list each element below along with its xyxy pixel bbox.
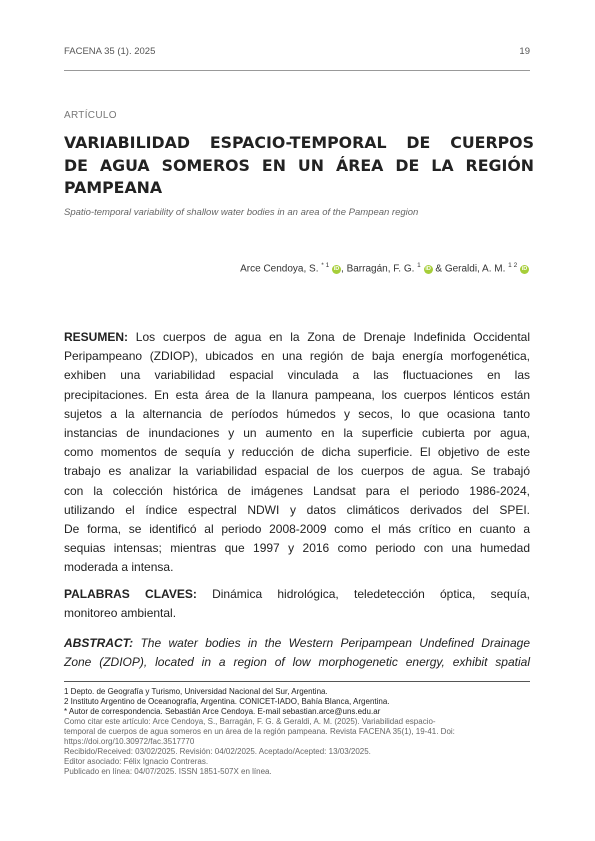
journal-citation: FACENA 35 (1). 2025: [64, 46, 156, 57]
abstract-line: [64, 634, 530, 653]
abstract-text: The water bodies in the Western Peripampean Undefined Drainage: [133, 636, 530, 650]
resumen-line: trabajo es analizar la variabilidad espacial de los cuerpos de agua. Se trabajó: [64, 464, 530, 479]
resumen-text: Los cuerpos de agua en la Zona de Drenaje Indefinida Occidental: [128, 330, 530, 344]
page-number: 19: [519, 46, 530, 57]
orcid-icon[interactable]: iD: [333, 266, 340, 273]
orcid-icon[interactable]: iD: [521, 266, 528, 273]
author-name: Geraldi, A. M.: [444, 263, 506, 275]
citation-line: Como citar este artículo: Arce Cendoya, S., Barragán, F. G. & Geraldi, A. M. (2025). Variabilidad espacio-: [64, 717, 436, 726]
resumen-line: precipitaciones. En esta área de la llanura pampeana, los cuerpos lénticos están: [64, 387, 530, 402]
author-name: Arce Cendoya, S.: [240, 263, 319, 275]
author-affiliation-mark: 1: [417, 262, 421, 269]
resumen-line: De forma, se identificó al periodo 2008-2009 como el más crítico en cuanto a: [64, 522, 530, 537]
english-subtitle: Spatio-temporal variability of shallow water bodies in an area of the Pampean region: [64, 207, 419, 218]
affiliation-footnote: 2 Instituto Argentino de Oceanografía, Argentina. CONICET-IADO, Bahía Blanca, Argentina.: [64, 697, 390, 706]
title-line: PAMPEANA: [64, 178, 163, 197]
doi-link[interactable]: https://doi.org/10.30972/fac.3517770: [64, 737, 195, 746]
keywords-label: PALABRAS CLAVES:: [64, 587, 197, 601]
citation-line: temporal de cuerpos de agua someros en un área de la región pampeana. Revista FACENA 35(1), 19-41. Doi:: [64, 727, 455, 736]
title-line: VARIABILIDAD ESPACIO-TEMPORAL DE CUERPOS: [64, 133, 534, 152]
keywords-text: Dinámica hidrológica, teledetección óptica, sequía,: [196, 587, 530, 601]
affiliation-footnote: 1 Depto. de Geografía y Turismo, Universidad Nacional del Sur, Argentina.: [64, 687, 328, 696]
footnotes: [64, 687, 530, 777]
keywords-line: [64, 585, 530, 604]
abstract-label: ABSTRACT:: [64, 636, 134, 650]
author-separator: &: [435, 263, 443, 275]
resumen-line: [64, 328, 530, 347]
resumen-section: [64, 328, 530, 578]
title-line: DE AGUA SOMEROS EN UN ÁREA DE LA REGIÓN: [64, 155, 534, 175]
dates-line: Recibido/Received: 03/02/2025. Revisión: 04/02/2025. Aceptado/Acepted: 13/03/2025.: [64, 747, 371, 756]
resumen-line: Peripampeano (ZDIOP), ubicados en una región de baja energía morfogenética,: [64, 349, 530, 364]
correspondence-footnote[interactable]: * Autor de correspondencia. Sebastián Arce Cendoya. E-mail sebastian.arce@uns.edu.ar: [64, 707, 381, 716]
article-title: [64, 132, 534, 200]
publication-line: Publicado en línea: 04/07/2025. ISSN 1851-507X en línea.: [64, 767, 272, 776]
header-divider: [64, 70, 530, 71]
resumen-line: sequias intensas; mientras que 1997 y 2016 como periodo con una humedad: [64, 541, 530, 556]
resumen-line: sujetos a la alternancia de períodos húmedos y secos, lo que ocasiona tanto: [64, 406, 530, 421]
author-separator: ,: [341, 263, 344, 275]
resumen-line: como momentos de sequía y reducción de dicha superficie. El objetivo de este: [64, 445, 530, 460]
resumen-line: exhiben una variabilidad espacial vinculada a las fluctuaciones en las: [64, 368, 530, 383]
footnote-divider: [64, 681, 530, 682]
resumen-line: con la colección histórica de imágenes Landsat para el periodo 1986-2024,: [64, 483, 530, 498]
keywords-line: monitoreo ambiental.: [64, 606, 177, 621]
resumen-line: moderada a intensa.: [64, 560, 174, 575]
article-type-label: ARTÍCULO: [64, 110, 117, 121]
orcid-icon[interactable]: iD: [425, 266, 431, 273]
resumen-label: RESUMEN:: [64, 330, 129, 344]
author-list: [240, 262, 529, 274]
abstract-line: Zone (ZDIOP), located in a region of low morphogenetic energy, exhibit spatial: [64, 655, 530, 670]
resumen-line: utilizando el índice espectral NDWI y datos climáticos derivados del SPEI.: [64, 502, 530, 517]
editor-line: Editor asociado: Félix Ignacio Contreras.: [64, 757, 209, 766]
keywords-section: [64, 585, 530, 623]
author-name: Barragán, F. G.: [346, 263, 415, 275]
author-affiliation-mark: 1 2: [508, 262, 518, 269]
author-affiliation-mark: * 1: [321, 262, 330, 269]
abstract-section: [64, 634, 530, 672]
running-header: [64, 46, 530, 60]
resumen-line: instancias de inundaciones y un aumento en la superficie cubierta por agua,: [64, 426, 530, 441]
